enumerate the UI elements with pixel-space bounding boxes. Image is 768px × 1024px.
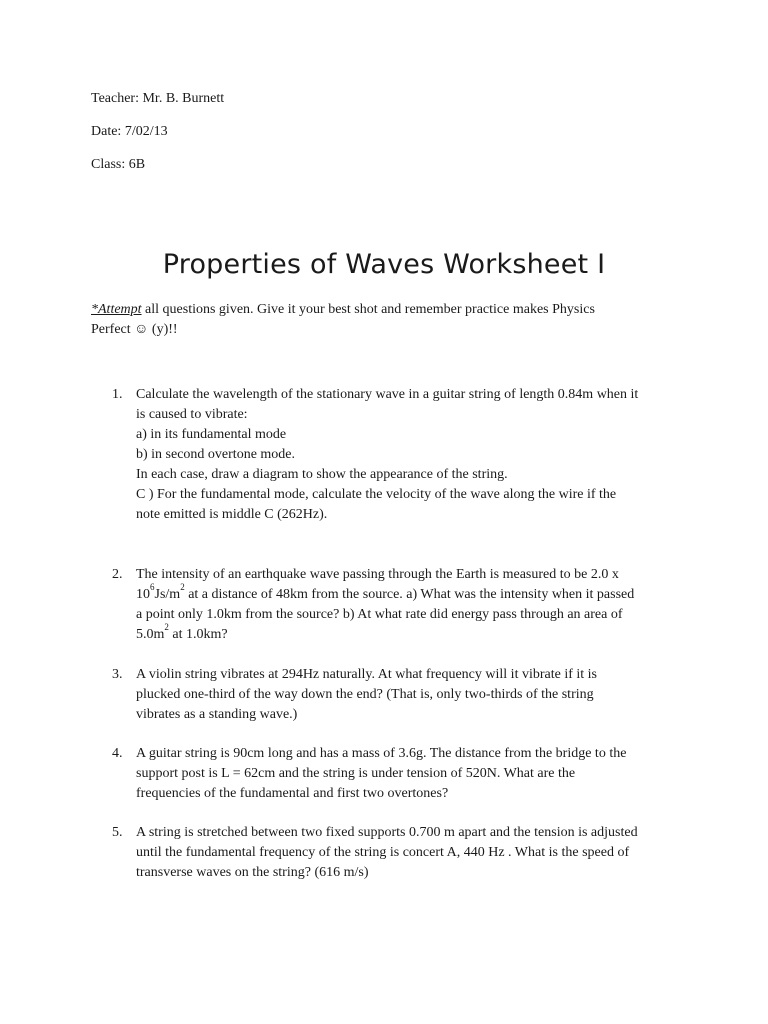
question-line: support post is L = 62cm and the string is under tension of 520N. What are the — [136, 766, 576, 781]
question-line: vibrates as a standing wave.) — [136, 707, 298, 722]
question-line: b) in second overtone mode. — [136, 447, 296, 462]
text-fragment: at a distance of 48km from the source. a) What was the intensity when it passed — [184, 587, 635, 602]
question-line: In each case, draw a diagram to show the appearance of the string. — [136, 467, 508, 482]
question-line: a) in its fundamental mode — [136, 427, 287, 442]
attempt-word: *Attempt — [91, 302, 142, 317]
question-line: plucked one-third of the way down the end? (That is, only two-thirds of the string — [136, 687, 594, 702]
question-line — [136, 622, 692, 645]
question-number: 3. — [112, 667, 123, 682]
question-3 — [112, 665, 692, 725]
question-4 — [112, 744, 692, 804]
question-line — [136, 582, 692, 605]
question-line: until the fundamental frequency of the string is concert A, 440 Hz . What is the speed of — [136, 845, 630, 860]
question-line: is caused to vibrate: — [136, 407, 248, 422]
question-number: 5. — [112, 825, 123, 840]
superscript: 2 — [164, 622, 169, 633]
question-number: 2. — [112, 567, 123, 582]
question-line: a point only 1.0km from the source? b) At what rate did energy pass through an area of — [136, 607, 623, 622]
text-fragment: 10 — [136, 587, 150, 602]
question-2 — [112, 565, 692, 645]
question-line: A guitar string is 90cm long and has a mass of 3.6g. The distance from the bridge to the — [136, 746, 627, 761]
text-fragment: 5.0m — [136, 627, 165, 642]
teacher-line: Teacher: Mr. B. Burnett — [91, 91, 225, 106]
intro-text-line2: Perfect ☺ (y)!! — [91, 322, 178, 337]
question-line: A string is stretched between two fixed supports 0.700 m apart and the tension is adjusted — [136, 825, 638, 840]
question-number: 1. — [112, 387, 123, 402]
intro-text-line1: all questions given. Give it your best shot and remember practice makes Physics — [141, 302, 595, 317]
text-fragment: at 1.0km? — [168, 627, 228, 642]
question-line: transverse waves on the string? (616 m/s) — [136, 865, 369, 880]
worksheet-title: Properties of Waves Worksheet I — [162, 249, 606, 280]
question-number: 4. — [112, 746, 123, 761]
question-5 — [112, 823, 692, 883]
intro-paragraph — [91, 300, 681, 340]
question-1 — [112, 385, 692, 525]
question-line: A violin string vibrates at 294Hz naturally. At what frequency will it vibrate if it is — [136, 667, 597, 682]
question-line: Calculate the wavelength of the stationary wave in a guitar string of length 0.84m when it — [136, 387, 639, 402]
superscript: 2 — [180, 582, 185, 593]
question-line: frequencies of the fundamental and first two overtones? — [136, 786, 449, 801]
text-fragment: Js/m — [154, 587, 181, 602]
question-line: note emitted is middle C (262Hz). — [136, 507, 328, 522]
question-line: C ) For the fundamental mode, calculate the velocity of the wave along the wire if the — [136, 487, 617, 502]
class-line: Class: 6B — [91, 157, 146, 172]
question-line: The intensity of an earthquake wave passing through the Earth is measured to be 2.0 x — [136, 567, 619, 582]
superscript: 6 — [150, 582, 155, 593]
date-line: Date: 7/02/13 — [91, 124, 168, 139]
